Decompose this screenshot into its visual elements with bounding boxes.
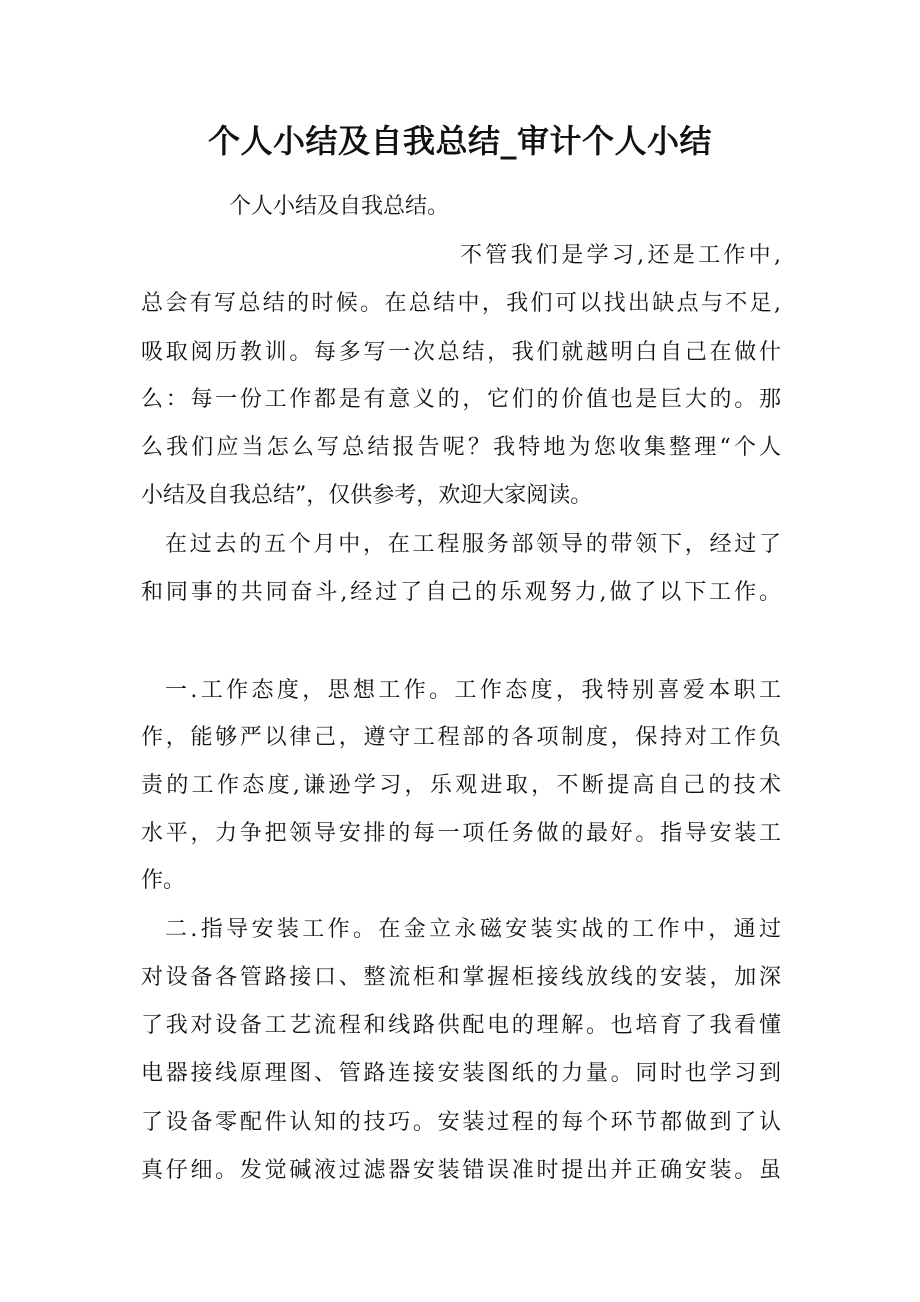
paragraph-line: 对设备各管路接口、整流柜和掌握柜接线放线的安装，加深 xyxy=(141,965,781,990)
paragraph-line: 作，能够严以律己，遵守工程部的各项制度，保持对工作负 xyxy=(141,725,781,750)
paragraph-line: 总会有写总结的时候。在总结中，我们可以找出缺点与不足, xyxy=(141,291,781,316)
paragraph-line: 责的工作态度,谦逊学习，乐观进取，不断提高自己的技术 xyxy=(141,773,781,798)
paragraph-line: 吸取阅历教训。每多写一次总结，我们就越明白自己在做什 xyxy=(141,340,781,365)
paragraph-line: 不管我们是学习,还是工作中, xyxy=(460,243,781,268)
paragraph-line: 么我们应当怎么写总结报告呢？我特地为您收集整理“个人 xyxy=(141,435,781,460)
paragraph-line: 小结及自我总结”，仅供参考，欢迎大家阅读。 xyxy=(141,483,593,508)
paragraph-line: 真仔细。发觉碱液过滤器安装错误准时提出并正确安装。虽 xyxy=(141,1158,781,1183)
paragraph-line: 了我对设备工艺流程和线路供配电的理解。也培育了我看懂 xyxy=(141,1013,781,1038)
document-title: 个人小结及自我总结_审计个人小结 xyxy=(207,122,712,160)
section-one-line: 一.工作态度，思想工作。工作态度，我特别喜爱本职工 xyxy=(165,678,781,703)
section-two-line: 二.指导安装工作。在金立永磁安装实战的工作中，通过 xyxy=(165,917,781,942)
paragraph-line: 水平，力争把领导安排的每一项任务做的最好。指导安装工 xyxy=(141,821,781,846)
paragraph-line: 了设备零配件认知的技巧。安装过程的每个环节都做到了认 xyxy=(141,1110,781,1135)
paragraph-line: 作。 xyxy=(141,868,186,893)
intro-line: 个人小结及自我总结。 xyxy=(229,194,450,219)
paragraph-line: 在过去的五个月中，在工程服务部领导的带领下，经过了 xyxy=(165,532,781,557)
paragraph-line: 和同事的共同奋斗,经过了自己的乐观努力,做了以下工作。 xyxy=(141,580,781,605)
paragraph-line: 电器接线原理图、管路连接安装图纸的力量。同时也学习到 xyxy=(141,1061,781,1086)
paragraph-line: 么：每一份工作都是有意义的，它们的价值也是巨大的。那 xyxy=(141,387,781,412)
